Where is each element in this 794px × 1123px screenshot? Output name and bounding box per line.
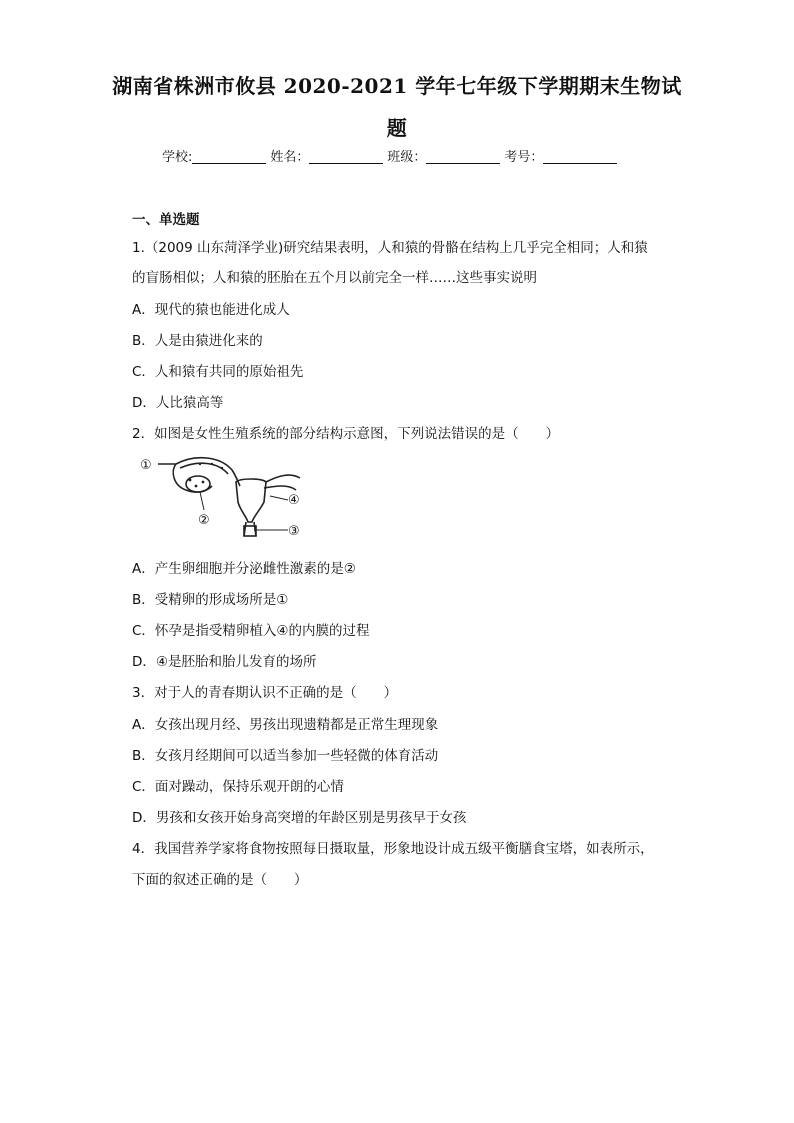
q3-option-b: B．女孩月经期间可以适当参加一些轻微的体育活动 <box>132 748 439 764</box>
q3-option-c: C．面对躁动，保持乐观开朗的心情 <box>132 779 344 795</box>
q4-stem-line2: 下面的叙述正确的是（ ） <box>132 872 308 888</box>
section-title: 一、单选题 <box>132 212 200 228</box>
q1-option-a: A．现代的猿也能进化成人 <box>132 302 290 318</box>
female-reproductive-diagram <box>140 452 310 538</box>
q3-option-d: D．男孩和女孩开始身高突增的年龄区别是男孩早于女孩 <box>132 810 467 826</box>
exam-title-line1: 湖南省株洲市攸县 2020-2021 学年七年级下学期期末生物试 <box>112 74 682 98</box>
fig-label-4: ④ <box>288 493 300 508</box>
exam-title-line2: 题 <box>386 116 408 140</box>
student-info-row <box>162 146 621 165</box>
q3-stem: 3．对于人的青春期认识不正确的是（ ） <box>132 685 398 701</box>
q1-stem-line1: 1.（2009 山东菏泽学业)研究结果表明，人和猿的骨骼在结构上几乎完全相同；人和猿 <box>132 240 648 256</box>
q1-option-d: D．人比猿高等 <box>132 395 224 411</box>
fig-label-1: ① <box>140 458 152 473</box>
fig-label-2: ② <box>198 513 210 528</box>
q2-stem: 2．如图是女性生殖系统的部分结构示意图，下列说法错误的是（ ） <box>132 426 560 442</box>
q2-option-a: A．产生卵细胞并分泌雌性激素的是② <box>132 561 356 577</box>
q2-option-b: B．受精卵的形成场所是① <box>132 592 289 608</box>
q4-stem-line1: 4．我国营养学家将食物按照每日摄取量，形象地设计成五级平衡膳食宝塔，如表所示， <box>132 841 654 857</box>
q2-option-c: C．怀孕是指受精卵植入④的内膜的过程 <box>132 623 370 639</box>
number-blank <box>543 149 617 164</box>
fig-label-3: ③ <box>288 524 300 538</box>
school-label: 学校: <box>162 150 193 165</box>
q1-option-c: C．人和猿有共同的原始祖先 <box>132 364 304 380</box>
class-blank <box>426 149 500 164</box>
q3-option-a: A．女孩出现月经、男孩出现遗精都是正常生理现象 <box>132 717 439 733</box>
q2-option-d: D．④是胚胎和胎儿发育的场所 <box>132 654 317 670</box>
q1-option-b: B．人是由猿进化来的 <box>132 333 263 349</box>
name-blank <box>309 149 383 164</box>
name-label: 姓名： <box>270 150 310 165</box>
school-blank <box>192 149 266 164</box>
class-label: 班级： <box>387 150 427 165</box>
q1-stem-line2: 的盲肠相似；人和猿的胚胎在五个月以前完全一样……这些事实说明 <box>132 270 537 286</box>
number-label: 考号： <box>504 150 544 165</box>
